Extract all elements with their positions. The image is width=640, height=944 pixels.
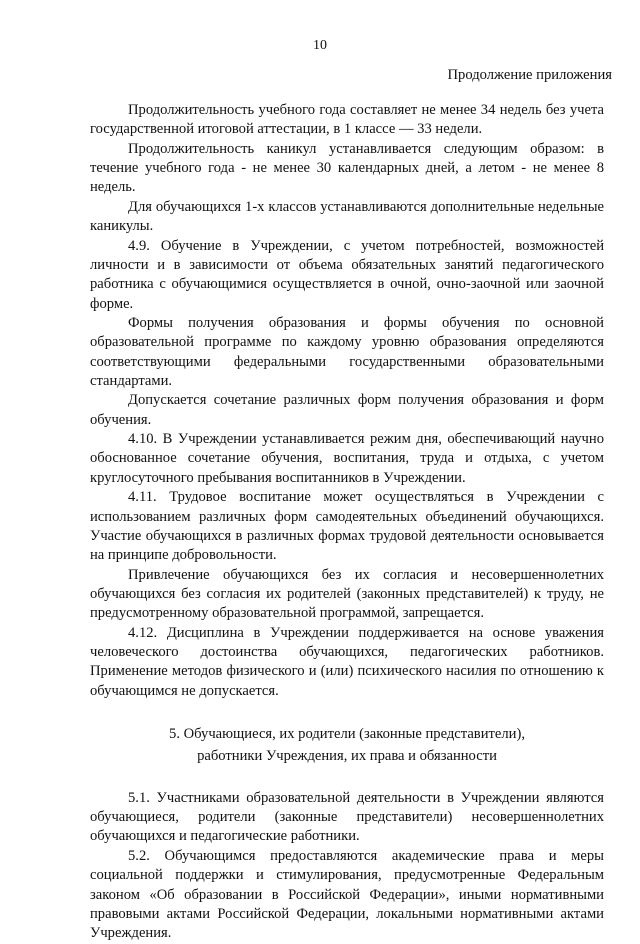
section-5-title-line-1: 5. Обучающиеся, их родители (законные представители),: [169, 725, 525, 742]
paragraph-4-10-daily-regime: 4.10. В Учреждении устанавливается режим дня, обеспечивающий научно обоснованное сочетание обучения, воспитания, труда и отдыха, с учетом круглосуточного пребывания воспитанников в Учреждении.: [90, 431, 604, 486]
appendix-continuation-header: Продолжение приложения: [447, 67, 612, 83]
paragraph-5-1-participants: 5.1. Участниками образовательной деятельности в Учреждении являются обучающиеся, родители (законные представители) несовершеннолетних обучающихся и педагогические работники.: [90, 789, 604, 845]
paragraph-combination-of-forms: Допускается сочетание различных форм получения образования и форм обучения.: [90, 392, 604, 428]
paragraph-first-grade-holidays: Для обучающихся 1-х классов устанавливаются дополнительные недельные каникулы.: [90, 198, 604, 235]
paragraph-4-12-discipline: 4.12. Дисциплина в Учреждении поддерживается на основе уважения человеческого достоинства обучающихся, педагогических работников. Применение методов физического и (или) психического насилия по отношению к обучающимся не допускается.: [90, 624, 604, 699]
page-number: 10: [313, 38, 327, 53]
paragraph-4-11-labor-education: 4.11. Трудовое воспитание может осуществляться в Учреждении с использованием различных форм самодеятельных объединений обучающихся. Участие обучающихся в различных формах трудовой деятельности основывается на принципе добровольности.: [90, 489, 604, 564]
section-5-title-line-2: работники Учреждения, их права и обязанности: [197, 747, 497, 764]
section-5-title: [90, 723, 604, 767]
paragraph-5-2-academic-rights: 5.2. Обучающимся предоставляются академические права и меры социальной поддержки и стимулирования, предусмотренные Федеральным законом «Об образовании в Российской Федерации», иными нормативными правовыми актами Российской Федерации, локальными нормативными актами Учреждения.: [90, 847, 604, 942]
paragraph-school-year-duration: Продолжительность учебного года составляет не менее 34 недель без учета государственной итоговой аттестации, в 1 классе — 33 недели.: [90, 102, 604, 138]
paragraph-4-9-forms-of-study: 4.9. Обучение в Учреждении, с учетом потребностей, возможностей личности и в зависимости от объема обязательных занятий педагогического работника с обучающимися осуществляется в очной, очно-заочной или заочной форме.: [90, 237, 604, 312]
paragraph-holidays-duration: Продолжительность каникул устанавливается следующим образом: в течение учебного года - не менее 30 календарных дней, а летом - не менее 8 недель.: [90, 140, 604, 196]
paragraph-labor-consent: Привлечение обучающихся без их согласия и несовершеннолетних обучающихся без согласия их родителей (законных представителей) к труду, не предусмотренному образовательной программой, запрещается.: [90, 566, 604, 622]
document-body: [90, 101, 604, 944]
paragraph-education-forms: Формы получения образования и формы обучения по основной образовательной программе по каждому уровню образования определяются соответствующими федеральными государственными образовательными стандартами.: [90, 315, 604, 389]
